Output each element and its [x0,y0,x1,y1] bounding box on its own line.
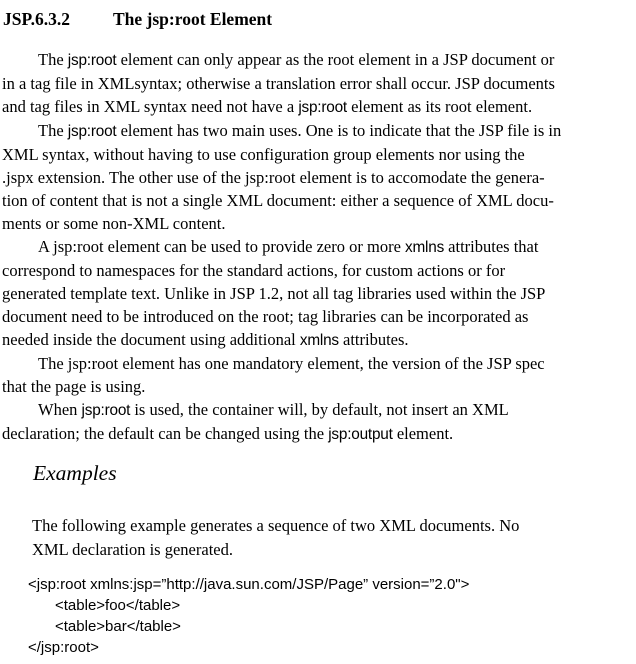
text-line [2,352,632,375]
text-segment: The jsp:root element has one mandatory element, the version of the JSP spec [38,354,545,373]
text-segment: in a tag file in XMLsyntax; otherwise a translation error shall occur. JSP documents [2,74,555,93]
example-intro-paragraph [32,514,519,562]
code-line: <table>bar</table> [55,618,181,635]
inline-code: jsp:root [298,99,347,116]
code-block [28,574,469,658]
text-segment: XML syntax, without having to use configuration group elements nor using the [2,145,525,164]
inline-code: jsp:root [81,402,131,419]
text-line: XML declaration is generated. [32,540,233,559]
section-heading [3,9,272,30]
text-segment: ments or some non-XML content. [2,214,226,233]
text-segment: A jsp:root element can be used to provide zero or more [38,237,406,256]
inline-code: jsp:root [67,123,117,140]
text-segment: element. [392,424,454,443]
text-line [2,282,632,305]
section-number: JSP.6.3.2 [3,9,70,29]
text-segment: When [38,400,82,419]
text-segment: correspond to namespaces for the standard actions, for custom actions or for [2,261,506,280]
text-segment: needed inside the document using additional [2,330,300,349]
body-paragraphs [2,48,632,446]
text-segment: element has two main uses. One is to indicate that the JSP file is in [116,121,562,140]
text-line [2,422,632,446]
text-segment: generated template text. Unlike in JSP 1.2, not all tag libraries used within the JSP [2,284,546,303]
code-line: </jsp:root> [28,639,99,656]
section-title: The jsp:root Element [113,9,273,29]
inline-code: xmlns [405,239,445,256]
inline-code: jsp:root [67,52,117,69]
text-segment: attributes. [338,330,409,349]
text-line [2,235,632,259]
text-segment: element as its root element. [346,97,533,116]
examples-heading: Examples [33,461,117,485]
inline-code: xmlns [299,332,339,349]
text-segment: attributes that [444,237,539,256]
code-line: <jsp:root xmlns:jsp=”http://java.sun.com/JSP/Page” version=”2.0"> [28,576,470,593]
text-segment: The [38,121,68,140]
text-line [2,305,632,328]
text-line [2,48,632,72]
text-line [2,212,632,235]
text-segment: is used, the container will, by default, not insert an XML [130,400,509,419]
text-line [2,143,632,166]
inline-code: jsp:output [328,426,393,443]
text-line [2,95,632,119]
text-segment: The [38,50,68,69]
text-line: The following example generates a sequence of two XML documents. No [32,516,520,535]
text-segment: and tag files in XML syntax need not have a [2,97,299,116]
text-line [2,189,632,212]
text-line [2,398,632,422]
text-line [2,328,632,352]
text-segment: declaration; the default can be changed using the [2,424,329,443]
text-line [2,259,632,282]
text-segment: document need to be introduced on the root; tag libraries can be incorporated as [2,307,529,326]
text-segment: that the page is using. [2,377,146,396]
text-segment: tion of content that is not a single XML document: either a sequence of XML docu- [2,191,554,210]
text-segment: element can only appear as the root element in a JSP document or [116,50,555,69]
text-segment: .jspx extension. The other use of the jsp:root element is to accomodate the genera- [2,168,545,187]
code-line: <table>foo</table> [55,597,181,614]
text-line [2,166,632,189]
text-line [2,119,632,143]
text-line [2,375,632,398]
text-line [2,72,632,95]
